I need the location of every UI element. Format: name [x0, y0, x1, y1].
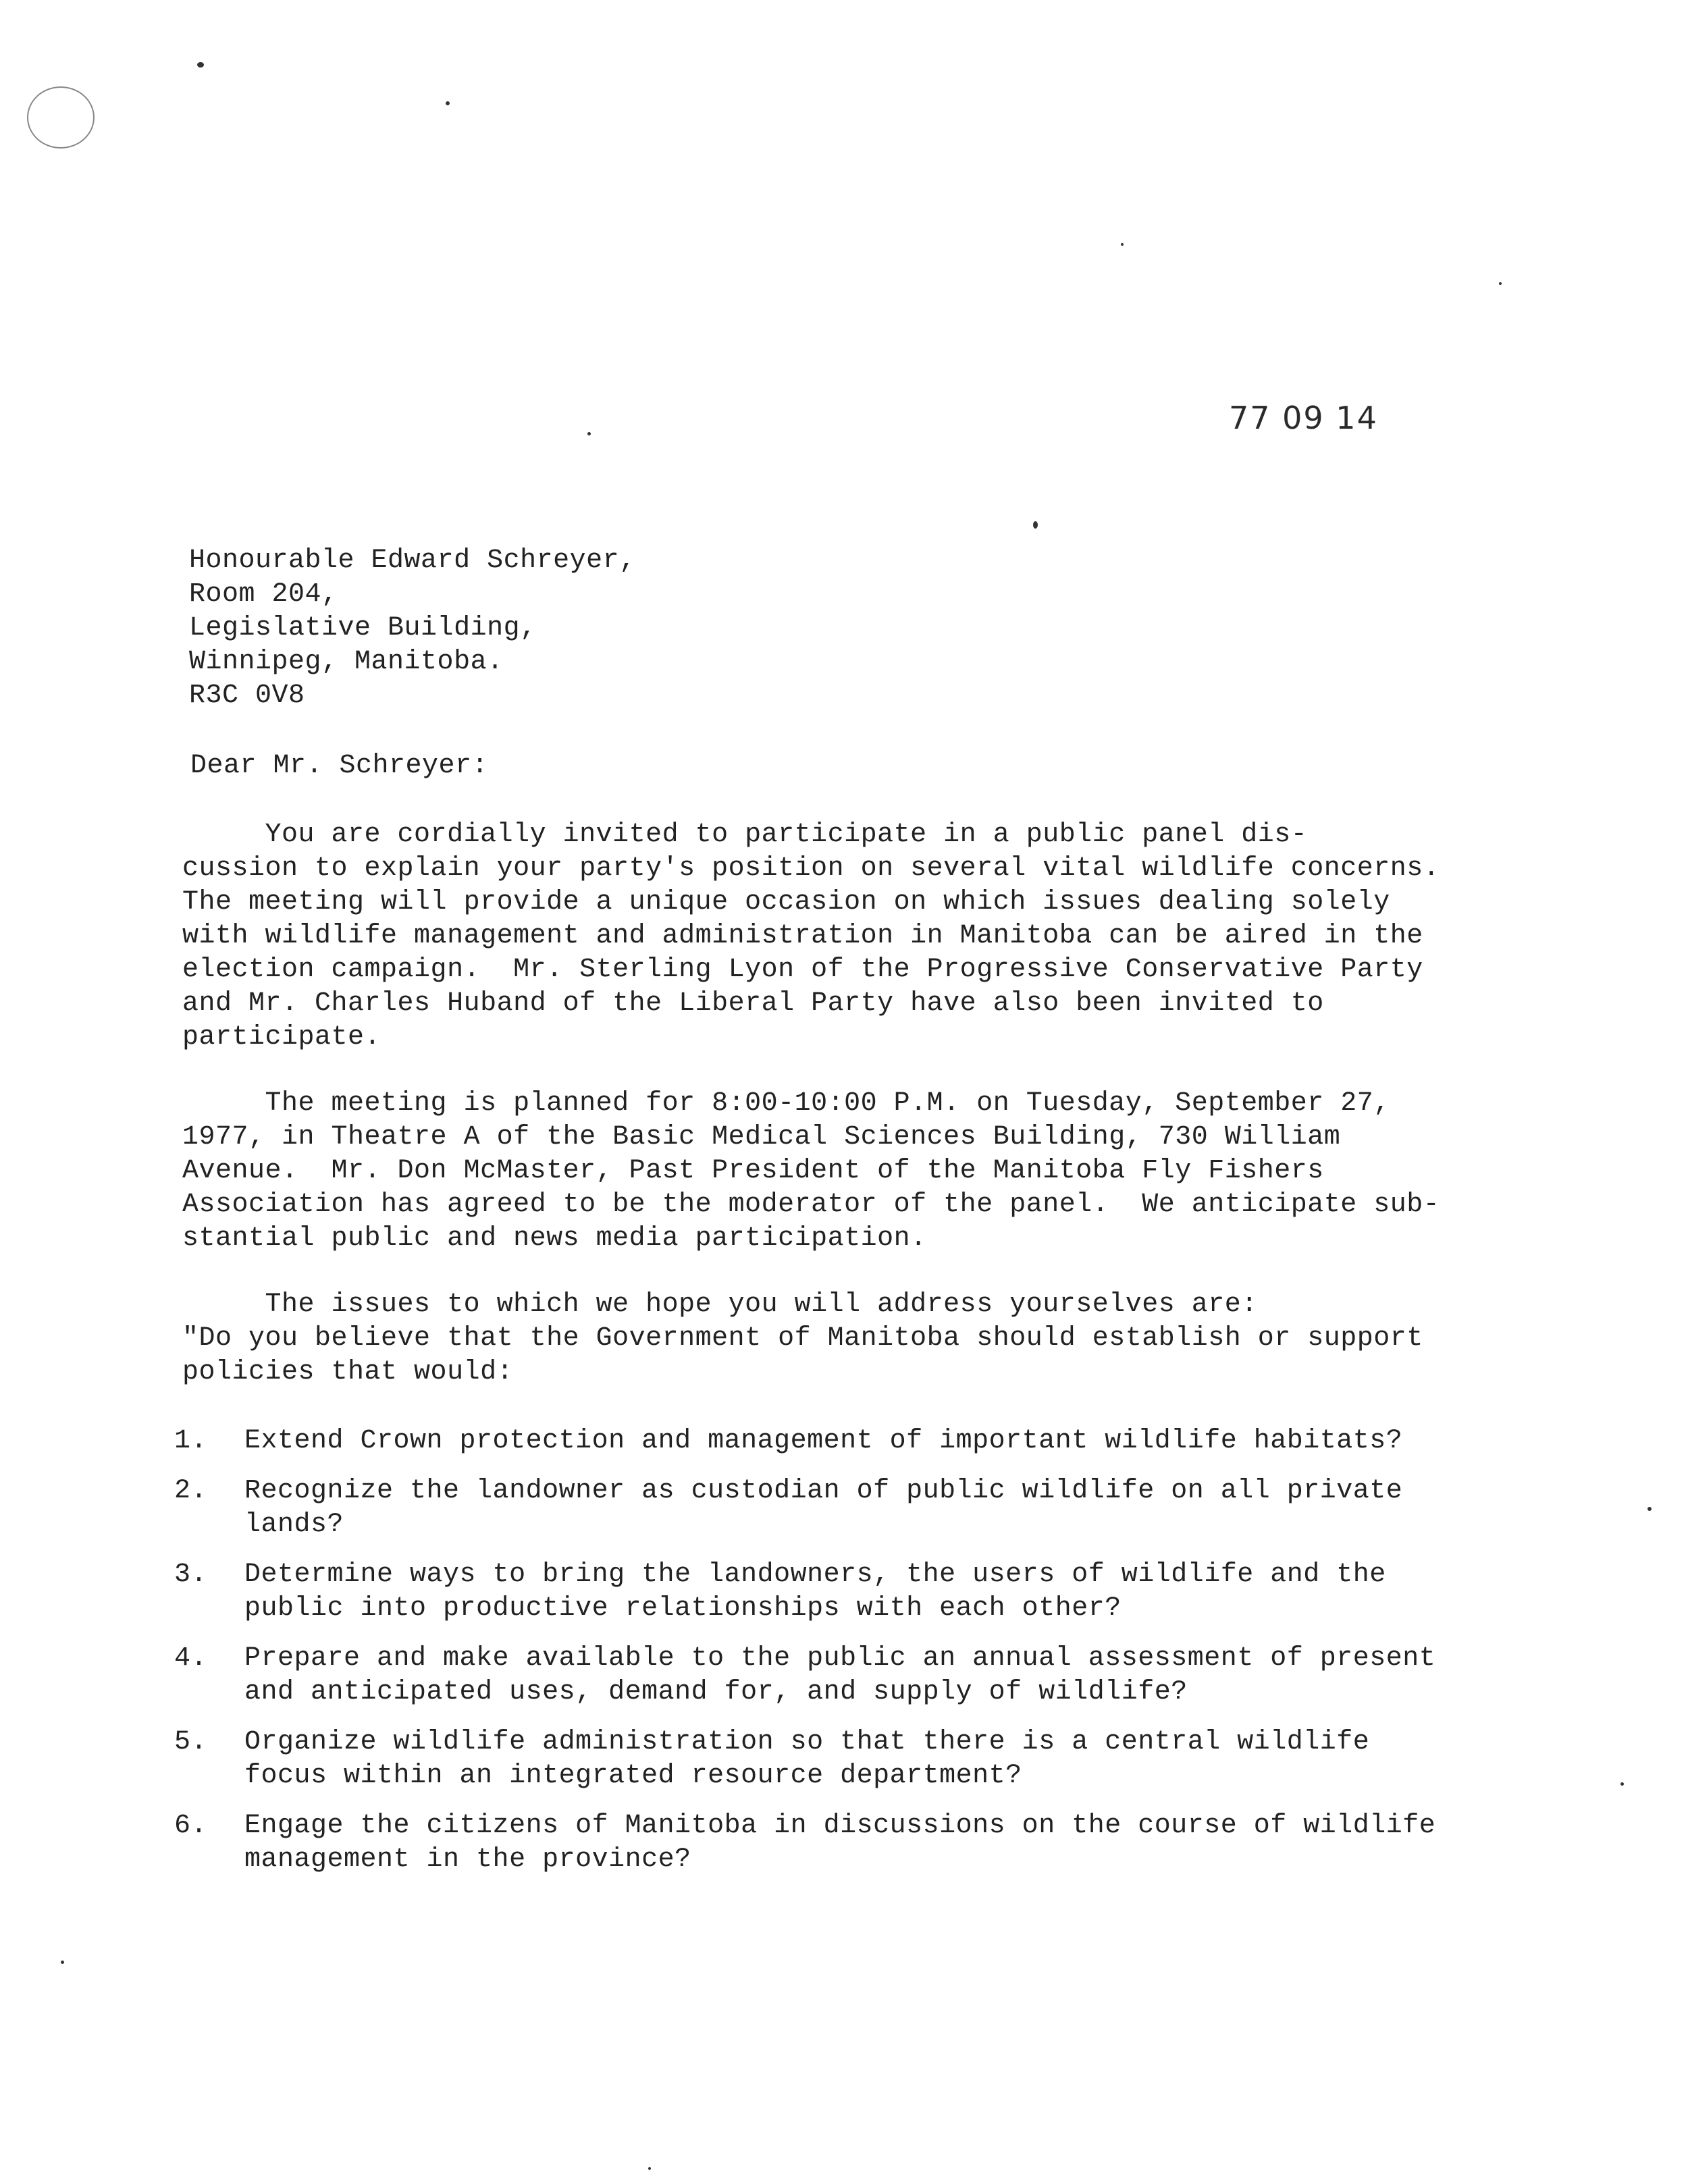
address-line: R3C 0V8	[189, 681, 305, 711]
paragraph-line: You are cordially invited to participate in a public panel dis-	[182, 820, 1308, 850]
issue-line: Organize wildlife administration so that there is a central wildlife	[244, 1727, 1370, 1757]
paragraph-invitation	[182, 818, 1479, 1055]
scan-speck	[1647, 1507, 1652, 1511]
address-line: Honourable Edward Schreyer,	[189, 545, 636, 576]
issue-line: Engage the citizens of Manitoba in discussions on the course of wildlife	[244, 1811, 1436, 1841]
paragraph-line: stantial public and news media participation.	[182, 1223, 927, 1254]
issue-line: Prepare and make available to the public an annual assessment of present	[244, 1643, 1436, 1674]
issue-number: 1.	[174, 1426, 208, 1456]
paragraph-line: Avenue. Mr. Don McMaster, Past President of the Manitoba Fly Fishers	[182, 1156, 1324, 1186]
issue-number: 4.	[174, 1643, 208, 1674]
paragraph-line: 1977, in Theatre A of the Basic Medical Sciences Building, 730 William	[182, 1122, 1341, 1152]
scan-speck	[1121, 243, 1124, 246]
paragraph-line: "Do you believe that the Government of Manitoba should establish or support	[182, 1323, 1423, 1354]
paragraph-line: cussion to explain your party's position on several vital wildlife concerns.	[182, 853, 1440, 884]
issue-item	[174, 1809, 1484, 1877]
paragraph-line: and Mr. Charles Huband of the Liberal Party have also been invited to	[182, 988, 1324, 1019]
paragraph-line: election campaign. Mr. Sterling Lyon of the Progressive Conservative Party	[182, 955, 1423, 985]
issue-line: management in the province?	[244, 1844, 691, 1875]
issue-text	[244, 1474, 1484, 1542]
address-line: Legislative Building,	[189, 613, 537, 643]
issue-line: Determine ways to bring the landowners, the users of wildlife and the	[244, 1560, 1386, 1590]
paragraph-line: The meeting will provide a unique occasion on which issues dealing solely	[182, 887, 1390, 917]
issue-line: and anticipated uses, demand for, and supply of wildlife?	[244, 1677, 1188, 1707]
issue-line: focus within an integrated resource department?	[244, 1761, 1022, 1791]
issue-text	[244, 1642, 1484, 1709]
issue-number: 5.	[174, 1727, 208, 1757]
scan-speck	[61, 1961, 64, 1964]
issue-number: 2.	[174, 1476, 208, 1506]
paragraph-line: with wildlife management and administration in Manitoba can be aired in the	[182, 921, 1423, 951]
issue-text	[244, 1424, 1484, 1458]
address-line: Winnipeg, Manitoba.	[189, 647, 504, 677]
scan-speck	[1620, 1782, 1624, 1786]
issue-number: 3.	[174, 1560, 208, 1590]
issues-list	[174, 1424, 1484, 1893]
issue-item	[174, 1424, 1484, 1458]
issue-item	[174, 1642, 1484, 1709]
letter-date: 77 09 14	[1229, 400, 1378, 436]
scan-speck	[197, 62, 204, 68]
salutation: Dear Mr. Schreyer:	[190, 751, 489, 781]
issue-text	[244, 1726, 1484, 1793]
issue-text	[244, 1558, 1484, 1626]
scan-speck	[1033, 521, 1038, 529]
paragraph-line: Association has agreed to be the moderator of the panel. We anticipate sub-	[182, 1190, 1440, 1220]
issue-text	[244, 1809, 1484, 1877]
address-line: Room 204,	[189, 579, 338, 610]
issue-line: Extend Crown protection and management of important wildlife habitats?	[244, 1426, 1403, 1456]
paragraph-meeting-details	[182, 1087, 1479, 1256]
recipient-address	[189, 544, 636, 713]
scan-speck	[648, 2167, 651, 2170]
paragraph-issues-intro	[182, 1288, 1479, 1389]
paragraph-line: participate.	[182, 1022, 381, 1053]
issue-number: 6.	[174, 1811, 208, 1841]
issue-line: Recognize the landowner as custodian of public wildlife on all private	[244, 1476, 1403, 1506]
issue-item	[174, 1474, 1484, 1542]
issue-item	[174, 1558, 1484, 1626]
punch-hole-mark	[27, 86, 95, 149]
paragraph-line: The issues to which we hope you will address yourselves are:	[182, 1289, 1258, 1320]
paragraph-line: The meeting is planned for 8:00-10:00 P.M. on Tuesday, September 27,	[182, 1088, 1390, 1119]
scan-speck	[446, 101, 450, 105]
paragraph-line: policies that would:	[182, 1357, 514, 1387]
issue-item	[174, 1726, 1484, 1793]
scan-speck	[1499, 282, 1502, 285]
scan-speck	[587, 432, 591, 435]
issue-line: public into productive relationships with each other?	[244, 1593, 1122, 1624]
issue-line: lands?	[244, 1510, 344, 1540]
